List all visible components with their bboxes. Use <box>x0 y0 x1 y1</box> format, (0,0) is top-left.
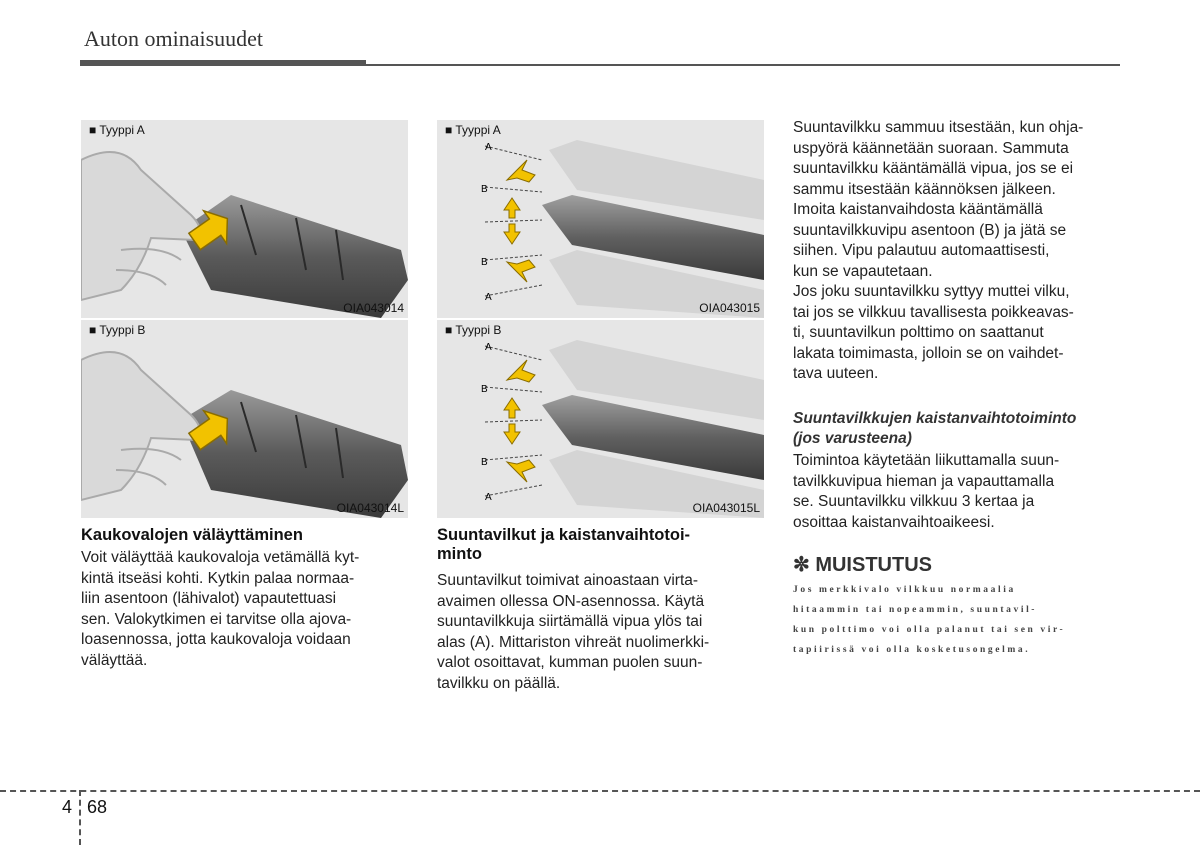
note-line: tapiirissä voi olla kosketusongelma. <box>793 645 1031 655</box>
position-label: A <box>485 142 492 153</box>
subheading-line: Suuntavilkkujen kaistanvaihtotoiminto <box>793 410 1077 427</box>
text-line: tava uuteen. <box>793 365 879 382</box>
text-line: avaimen ollessa ON-asennossa. Käytä <box>437 592 705 610</box>
section-heading-flash: Kaukovalojen väläyttäminen <box>81 526 303 544</box>
text-line: Suuntavilkut toimivat ainoastaan virta- <box>437 572 699 589</box>
figure-code: OIA043014L <box>336 501 404 515</box>
lever-hand-illustration <box>81 120 408 318</box>
footer-divider <box>79 790 81 845</box>
col1-body <box>81 548 411 671</box>
heading-line: Suuntavilkut ja kaistanvaihtotoi- <box>437 526 691 544</box>
position-label: B <box>481 457 488 468</box>
page-number: 68 <box>87 797 108 817</box>
text-line: Suuntavilkku sammuu itsestään, kun ohja- <box>793 119 1084 136</box>
turn-signal-lever-illustration <box>437 320 764 518</box>
header-rule-thick <box>80 60 366 66</box>
text-line: kun se vapautetaan. <box>793 262 933 280</box>
figure-flash-type-a <box>81 120 408 318</box>
text-line: Jos joku suuntavilkku syttyy muttei vilku, <box>793 283 1070 300</box>
footer-rule <box>0 790 1200 792</box>
text-line: uspyörä käännetään suoraan. Sammuta <box>793 139 1069 157</box>
heading-line: minto <box>437 545 482 563</box>
figure-type-label: ■ Tyyppi A <box>89 123 145 137</box>
col3-body-2 <box>793 451 1123 533</box>
text-line: sen. Valokytkimen ei tarvitse olla ajova- <box>81 610 352 628</box>
figure-type-label: ■ Tyyppi A <box>445 123 501 137</box>
subheading-line: (jos varusteena) <box>793 430 912 447</box>
turn-signal-lever-illustration <box>437 120 764 318</box>
position-label: B <box>481 384 488 395</box>
text-line: suuntavilkku kääntämällä vipua, jos se ei <box>793 160 1074 177</box>
page-header-title: Auton ominaisuudet <box>84 26 264 51</box>
text-line: väläyttää. <box>81 651 148 669</box>
col3-body <box>793 118 1123 385</box>
figure-code: OIA043015 <box>699 301 760 315</box>
text-line: loasennossa, jotta kaukovaloja voidaan <box>81 631 351 648</box>
position-label: A <box>485 292 492 303</box>
subheading-lane-change <box>793 409 1076 449</box>
text-line: lakata toimimasta, jolloin se on vaihdet- <box>793 344 1064 362</box>
position-label: A <box>485 492 492 503</box>
text-line: alas (A). Mittariston vihreät nuolimerkki- <box>437 633 710 651</box>
note-line: Jos merkkivalo vilkkuu normaalia <box>793 585 1016 595</box>
figure-type-label: ■ Tyyppi B <box>445 323 502 337</box>
text-line: se. Suuntavilkku vilkkuu 3 kertaa ja <box>793 493 1035 510</box>
text-line: kintä itseäsi kohti. Kytkin palaa normaa- <box>81 569 355 587</box>
text-line: tavilkku on päällä. <box>437 674 561 692</box>
text-line: tavilkkuvipua hieman ja vapauttamalla <box>793 472 1055 490</box>
text-line: suuntavilkkuvipu asentoon (B) ja jätä se <box>793 221 1067 239</box>
note-title: ✼ MUISTUTUS <box>793 554 932 576</box>
figure-code: OIA043014 <box>343 301 404 315</box>
section-heading-turn-signals <box>437 526 690 564</box>
note-line: hitaammin tai nopeammin, suuntavil- <box>793 605 1038 615</box>
text-line: osoittaa kaistanvaihtoaikeesi. <box>793 513 995 531</box>
text-line: Voit väläyttää kaukovaloja vetämällä kyt- <box>81 549 360 566</box>
col2-body <box>437 571 767 694</box>
note-body <box>793 580 1123 660</box>
text-line: suuntavilkkuja siirtämällä vipua ylös tai <box>437 613 703 630</box>
figure-flash-type-b <box>81 320 408 518</box>
position-label: B <box>481 184 488 195</box>
text-line: tai jos se vilkkuu tavallisesta poikkeavas- <box>793 303 1074 321</box>
text-line: liin asentoon (lähivalot) vapautettuasi <box>81 590 337 607</box>
text-line: valot osoittavat, kumman puolen suun- <box>437 654 703 671</box>
text-line: sammu itsestään käännöksen jälkeen. <box>793 180 1056 198</box>
figure-type-label: ■ Tyyppi B <box>89 323 146 337</box>
section-number: 4 <box>62 797 73 817</box>
text-line: ti, suuntavilkun polttimo on saattanut <box>793 324 1044 341</box>
lever-hand-illustration <box>81 320 408 518</box>
figure-signal-type-b <box>437 320 764 518</box>
text-line: Toimintoa käytetään liikuttamalla suun- <box>793 452 1060 469</box>
header-rule-thin <box>366 64 1120 66</box>
position-label: B <box>481 257 488 268</box>
figure-signal-type-a <box>437 120 764 318</box>
text-line: Imoita kaistanvaihdosta kääntämällä <box>793 201 1043 218</box>
position-label: A <box>485 342 492 353</box>
figure-code: OIA043015L <box>692 501 760 515</box>
text-line: siihen. Vipu palautuu automaattisesti, <box>793 242 1050 259</box>
note-line: kun polttimo voi olla palanut tai sen vir- <box>793 625 1066 635</box>
